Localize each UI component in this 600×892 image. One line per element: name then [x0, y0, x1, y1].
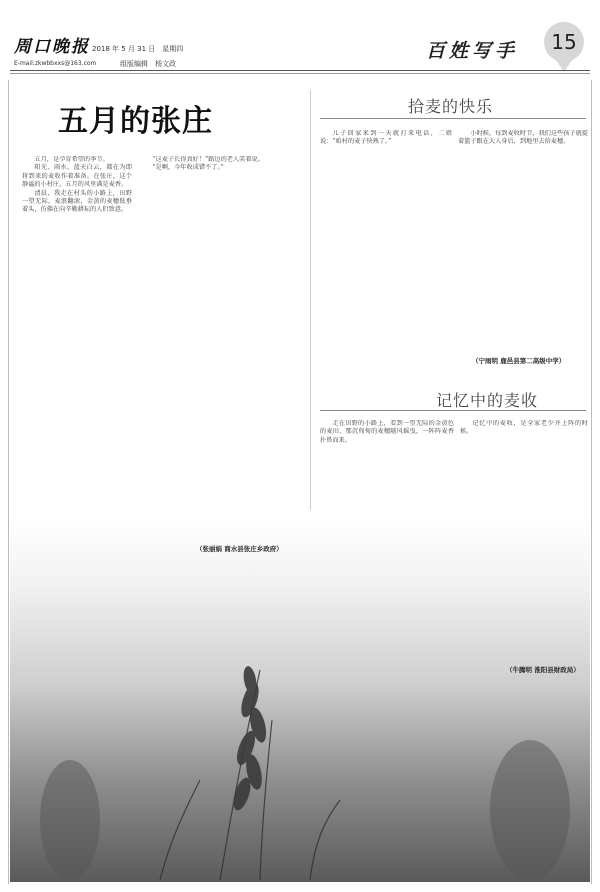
paragraph: 记忆中的麦收，是全家老少齐上阵的时候。	[460, 420, 588, 436]
paragraph: 五月，是孕育希望的季节。	[34, 156, 109, 163]
page-number-badge	[544, 22, 584, 62]
page-frame-left	[8, 80, 9, 884]
column-divider	[310, 90, 311, 510]
article-body	[140, 156, 300, 551]
article-body	[320, 130, 452, 360]
paragraph: “这麦子长得真好！”路边的老人笑着说。	[152, 156, 264, 163]
paragraph: 小时候，每到麦收时节，我们这些孩子就提着篮子跟在大人身后，到地里去拾麦穗。	[458, 130, 588, 146]
page-frame-right	[591, 80, 592, 884]
email: E-mail:zkwbbxxs@163.com	[14, 60, 97, 67]
article-signature: （牛腾明 淮阳县财政局）	[506, 666, 580, 674]
article-title: 拾麦的快乐	[408, 97, 494, 116]
article-signature: （张丽娟 商水县张庄乡政府）	[196, 545, 283, 553]
newspaper-logo: 周口晚报	[14, 37, 90, 57]
editor-credit: 组版编辑 杨文政	[120, 60, 176, 68]
header-rule	[10, 70, 590, 71]
paragraph: “是啊，今年收成错不了。”	[152, 164, 224, 172]
masthead	[0, 0, 600, 72]
dateline: 2018 年 5 月 31 日 星期四	[92, 45, 184, 53]
article-body	[460, 420, 588, 672]
article-title: 记忆中的麦收	[436, 391, 539, 410]
article-body	[320, 420, 454, 770]
paragraph: 儿子回家来到一天就打来电话，二姐说：“咱村的麦子快熟了。”	[320, 130, 452, 146]
title-rule	[320, 118, 586, 119]
section-title: 百姓写手	[426, 40, 519, 62]
page-number: 15	[551, 30, 577, 54]
article-body	[458, 130, 588, 365]
paragraph: 阳光、雨水、蓝天白云，都在为即将到来的麦收作着准备。在张庄，这个静谧的小村庄，五月的风里满是麦香。	[22, 164, 132, 189]
article-title: 五月的张庄	[58, 104, 213, 139]
paragraph: 走在田野的小路上，看到一望无际的金黄色的麦田，那沉甸甸的麦穗随风摇曳，一阵阵麦香扑鼻而来。	[320, 420, 454, 444]
header-rule-thin	[10, 73, 590, 74]
paragraph: 清晨，我走在村头的小路上，田野一望无际，麦浪翻滚，金黄的麦穗低垂着头，仿佛在向辛勤耕耘的人们致意。	[22, 189, 132, 214]
title-rule	[320, 410, 586, 411]
article-signature: （宁雨明 鹿邑县第二高级中学）	[472, 357, 566, 365]
article-body	[22, 156, 132, 616]
